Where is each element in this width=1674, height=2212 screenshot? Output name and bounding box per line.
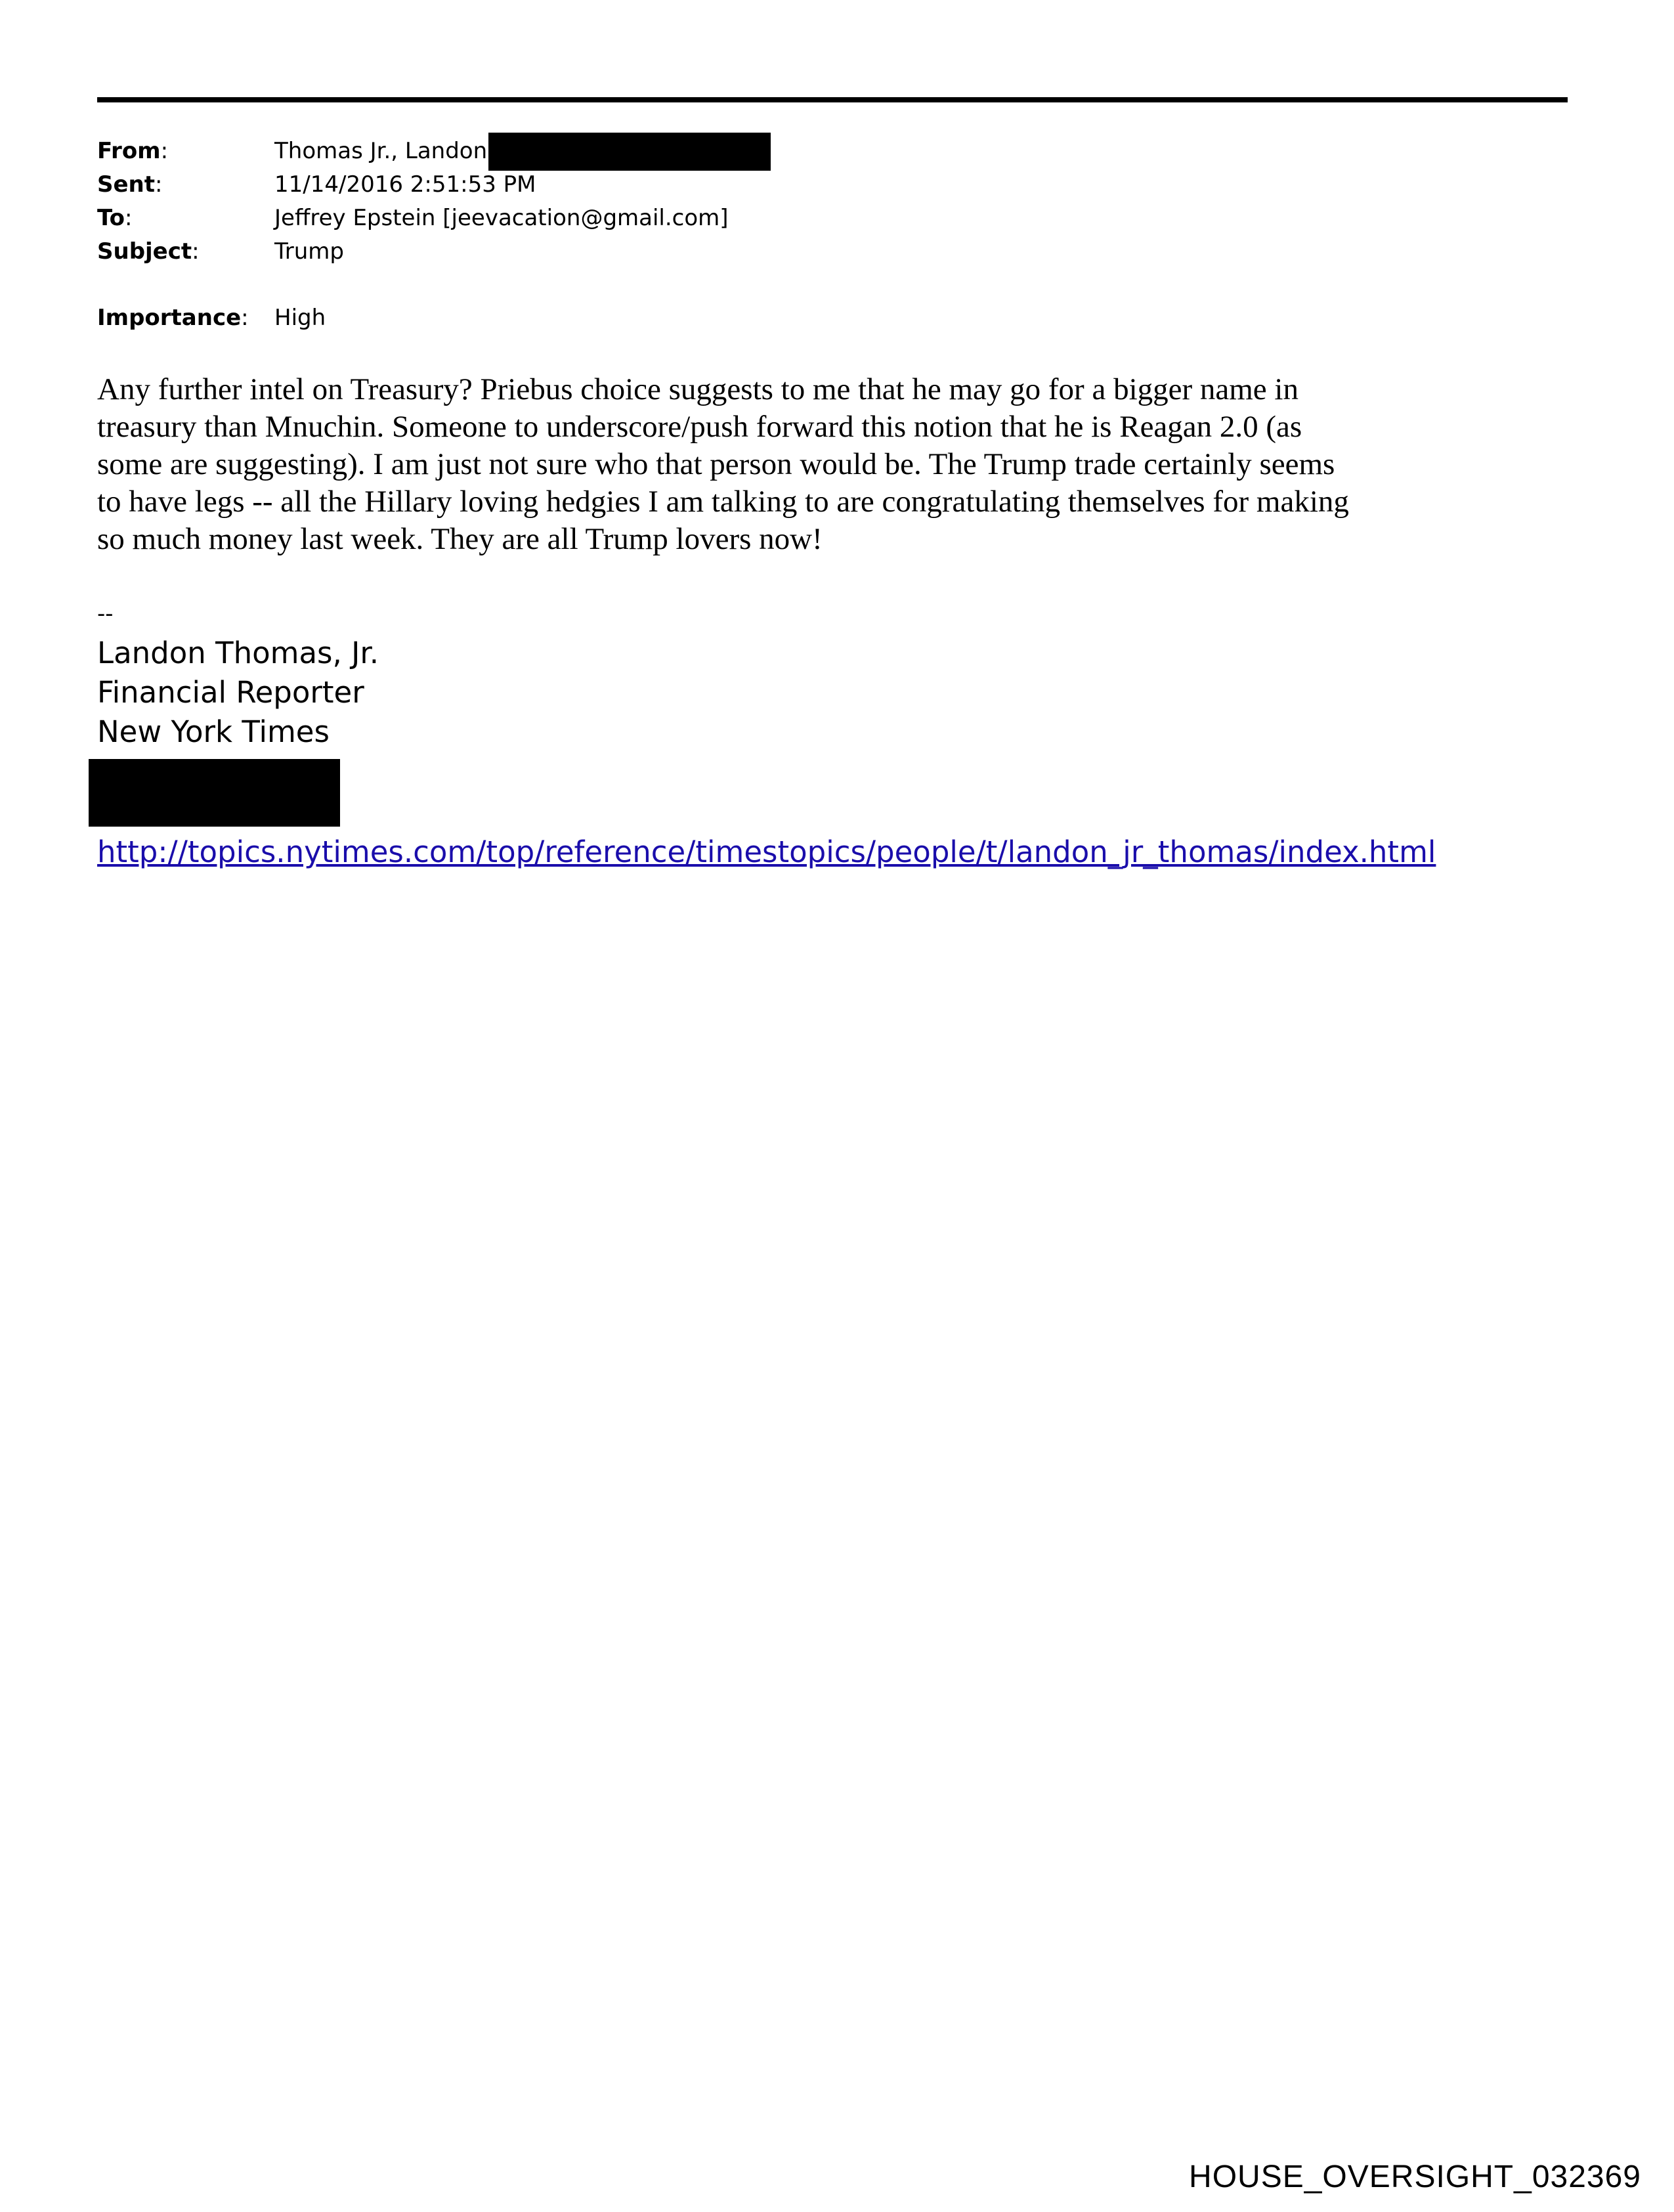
sent-label: Sent [97,171,156,198]
importance-label: Importance [97,305,242,331]
redaction-bar-email [488,133,771,171]
sent-row: Sent: 11/14/2016 2:51:53 PM [97,168,771,202]
signature-name: Landon Thomas, Jr. [97,636,379,670]
to-value: Jeffrey Epstein [jeevacation@gmail.com] [274,205,729,231]
top-divider [97,97,1568,102]
subject-row: Subject: Trump [97,235,771,269]
from-value: Thomas Jr., Landon [274,138,488,164]
to-row: To: Jeffrey Epstein [jeevacation@gmail.com] [97,202,771,235]
profile-link[interactable]: http://topics.nytimes.com/top/reference/timestopics/people/t/landon_jr_thomas/index.html [97,835,1436,869]
bates-number: HOUSE_OVERSIGHT_032369 [1189,2159,1641,2194]
from-row: From: Thomas Jr., Landon [97,135,771,168]
signature-title: Financial Reporter [97,675,364,710]
from-label: From [97,138,161,164]
signature-block [97,594,379,752]
email-header [97,135,771,335]
subject-label: Subject [97,238,192,265]
to-label: To [97,205,125,231]
email-body: Any further intel on Treasury? Priebus choice suggests to me that he may go for a bigger name in treasury than Mnuchin. Someone to underscore/push forward this notion that he is Reagan 2.0 (as some are suggesting). I am just not sure who that person would be. The Trump trade certainly seems to have legs -- all the Hillary loving hedgies I am talking to are congratulating themselves for making so much money last week. They are all Trump lovers now! [97,372,1349,556]
redaction-bar-phone [89,759,340,827]
importance-row: Importance: High [97,301,771,335]
signature-separator: -- [97,601,114,627]
signature-organization: New York Times [97,714,330,749]
sent-value: 11/14/2016 2:51:53 PM [274,171,536,198]
subject-value: Trump [274,238,345,265]
importance-value: High [274,305,326,331]
